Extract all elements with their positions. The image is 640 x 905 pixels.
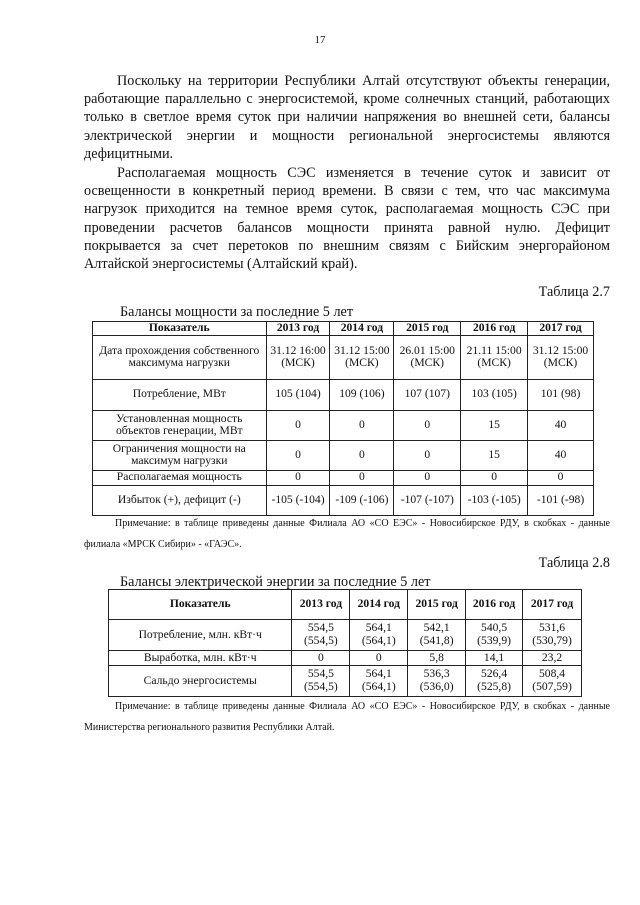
table-2-7-caption: Балансы мощности за последние 5 лет <box>120 304 354 320</box>
table-2-7-label: Таблица 2.7 <box>538 284 610 300</box>
table-cell: 31.12 15:00 (МСК) <box>528 335 594 379</box>
row-label: Дата прохождения собственного максимума нагрузки <box>93 335 267 379</box>
table-cell: 0 <box>330 410 394 440</box>
table-header-row <box>93 322 594 336</box>
table-row <box>93 410 594 440</box>
table-cell: 564,1 (564,1) <box>350 620 408 651</box>
table-row <box>93 470 594 485</box>
table-cell: 0 <box>330 470 394 485</box>
table-cell: 0 <box>292 651 350 666</box>
table-cell: 109 (106) <box>330 379 394 410</box>
table-cell: 536,3 (536,0) <box>408 666 466 697</box>
header-year: 2014 год <box>350 590 408 620</box>
table-cell: 40 <box>528 440 594 470</box>
table-2-7-note: Примечание: в таблице приведены данные Филиала АО «СО ЕЭС» - Новосибирское РДУ, в скобках - данные филиала «МРСК Сибири» - «ГАЭС». <box>84 518 610 550</box>
header-year: 2016 год <box>466 590 523 620</box>
paragraph-solar-capacity: Располагаемая мощность СЭС изменяется в течение суток и зависит от освещенности в конкретный период времени. В связи с тем, что час максимума нагрузок приходится на темное время суток, располагаемая мощность СЭС при проведении расчетов балансов мощности принята равной нулю. Дефицит покрывается за счет перетоков по внешним связям с Бийским энергорайоном Алтайской энергосистемы (Алтайский край). <box>84 165 610 273</box>
table-cell: -109 (-106) <box>330 485 394 515</box>
header-year: 2017 год <box>528 322 594 336</box>
row-label: Располагаемая мощность <box>93 470 267 485</box>
table-cell: 21.11 15:00 (МСК) <box>461 335 528 379</box>
table-cell: 107 (107) <box>394 379 461 410</box>
header-year: 2015 год <box>394 322 461 336</box>
table-header-row <box>109 590 582 620</box>
table-2-8-caption: Балансы электрической энергии за последние 5 лет <box>120 574 431 590</box>
table-cell: 31.12 15:00 (МСК) <box>330 335 394 379</box>
header-year: 2016 год <box>461 322 528 336</box>
table-cell: 508,4 (507,59) <box>523 666 582 697</box>
header-year: 2015 год <box>408 590 466 620</box>
table-cell: 542,1 (541,8) <box>408 620 466 651</box>
row-label: Сальдо энергосистемы <box>109 666 292 697</box>
table-cell: -101 (-98) <box>528 485 594 515</box>
table-cell: 554,5 (554,5) <box>292 620 350 651</box>
table-cell: 0 <box>461 470 528 485</box>
table-cell: 23,2 <box>523 651 582 666</box>
table-cell: 0 <box>394 470 461 485</box>
header-year: 2014 год <box>330 322 394 336</box>
table-row <box>93 485 594 515</box>
table-cell: 0 <box>266 440 330 470</box>
table-cell: 0 <box>394 410 461 440</box>
table-row <box>93 379 594 410</box>
header-year: 2013 год <box>266 322 330 336</box>
table-cell: 14,1 <box>466 651 523 666</box>
table-cell: 26.01 15:00 (МСК) <box>394 335 461 379</box>
table-row <box>109 620 582 651</box>
table-cell: 101 (98) <box>528 379 594 410</box>
table-cell: 0 <box>266 470 330 485</box>
table-row <box>93 335 594 379</box>
table-cell: 0 <box>394 440 461 470</box>
header-year: 2013 год <box>292 590 350 620</box>
page-number: 17 <box>314 34 326 46</box>
table-cell: 15 <box>461 440 528 470</box>
table-row <box>93 440 594 470</box>
table-2-8-note: Примечание: в таблице приведены данные Филиала АО «СО ЕЭС» - Новосибирское РДУ, в скобках - данные Министерства регионального развития Республики Алтай. <box>84 701 610 733</box>
table-cell: 0 <box>350 651 408 666</box>
row-label: Выработка, млн. кВт·ч <box>109 651 292 666</box>
row-label: Установленная мощность объектов генерации, МВт <box>93 410 267 440</box>
header-indicator: Показатель <box>109 590 292 620</box>
table-cell: -105 (-104) <box>266 485 330 515</box>
power-balance-table <box>92 321 594 516</box>
row-label: Потребление, млн. кВт·ч <box>109 620 292 651</box>
table-cell: 40 <box>528 410 594 440</box>
table-2-8-label: Таблица 2.8 <box>538 555 610 571</box>
energy-balance-table <box>108 589 582 697</box>
table-cell: 0 <box>330 440 394 470</box>
table-cell: 31.12 16:00 (МСК) <box>266 335 330 379</box>
table-row <box>109 651 582 666</box>
row-label: Избыток (+), дефицит (-) <box>93 485 267 515</box>
table-cell: 554,5 (554,5) <box>292 666 350 697</box>
header-indicator: Показатель <box>93 322 267 336</box>
table-cell: 0 <box>528 470 594 485</box>
table-cell: 15 <box>461 410 528 440</box>
table-cell: 0 <box>266 410 330 440</box>
table-cell: 540,5 (539,9) <box>466 620 523 651</box>
table-cell: 103 (105) <box>461 379 528 410</box>
row-label: Ограничения мощности на максимум нагрузки <box>93 440 267 470</box>
table-cell: -103 (-105) <box>461 485 528 515</box>
table-cell: 5,8 <box>408 651 466 666</box>
table-cell: 564,1 (564,1) <box>350 666 408 697</box>
table-cell: -107 (-107) <box>394 485 461 515</box>
table-cell: 531,6 (530,79) <box>523 620 582 651</box>
header-year: 2017 год <box>523 590 582 620</box>
table-row <box>109 666 582 697</box>
row-label: Потребление, МВт <box>93 379 267 410</box>
paragraph-generation-deficit: Поскольку на территории Республики Алтай отсутствуют объекты генерации, работающие параллельно с энергосистемой, кроме солнечных станций, работающих только в светлое время суток при наличии напряжения во внешней сети, балансы электрической энергии и мощности региональной энергосистемы являются дефицитными. <box>84 73 610 162</box>
table-cell: 105 (104) <box>266 379 330 410</box>
table-cell: 526,4 (525,8) <box>466 666 523 697</box>
